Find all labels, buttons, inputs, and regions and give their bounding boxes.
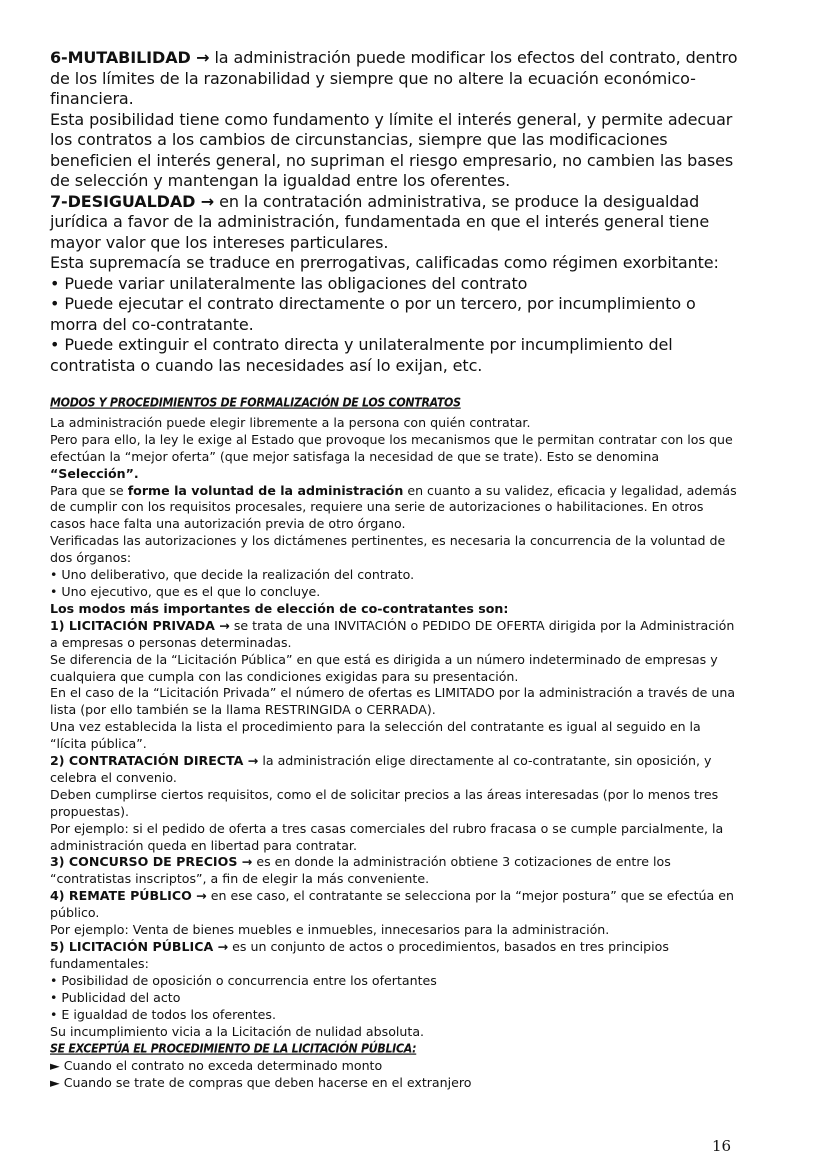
licitacion-publica-paragraph-2: Su incumplimiento vicia a la Licitación de nulidad absoluta. [50, 1023, 425, 1039]
contratacion-directa-text: la administración elige directamente al co-contratante, sin oposición, y celebra el convenio. [50, 753, 712, 785]
modos-paragraph-3-b: en cuanto a su validez, eficacia y legalidad, además de cumplir con los requisitos procesales, requiere una serie de autorizaciones o habilitaciones. En otros casos hace falta una autorización previa de otro órgano. [50, 482, 737, 532]
mutabilidad-text: la administración puede modificar los efectos del contrato, dentro de los límites de la razonabilidad y siempre que no altere la ecuación económico-financiera. [50, 48, 738, 108]
licitacion-privada-title: 1) LICITACIÓN PRIVADA → [50, 617, 230, 633]
remate-paragraph [50, 888, 740, 922]
licitacion-publica-text: es un conjunto de actos o procedimientos, basados en tres principios fundamentales: [50, 939, 669, 971]
document-page [50, 48, 740, 1092]
list-item: • Uno ejecutivo, que es el que lo concluye. [50, 583, 321, 599]
list-item: • E igualdad de todos los oferentes. [50, 1006, 276, 1022]
desigualdad-title: 7-DESIGUALDAD → [50, 191, 215, 211]
list-item: • Puede ejecutar el contrato directamente o por un tercero, por incumplimiento o morra del co-contratante. [50, 294, 696, 334]
small-text-section [50, 394, 740, 1092]
list-item: • Uno deliberativo, que decide la realización del contrato. [50, 567, 415, 583]
desigualdad-paragraph-2: Esta supremacía se traduce en prerrogativas, calificadas como régimen exorbitante: [50, 253, 719, 272]
large-text-section [50, 48, 740, 376]
licitacion-publica-title: 5) LICITACIÓN PÚBLICA → [50, 939, 229, 954]
section-heading-modos: MODOS Y PROCEDIMIENTOS DE FORMALIZACIÓN DE LOS CONTRATOS [50, 394, 461, 410]
modos-intro-text: Los modos más importantes de elección de co-contratantes son: [50, 600, 509, 616]
modos-paragraph-2 [50, 432, 740, 483]
contratacion-directa-paragraph [50, 753, 740, 787]
licitacion-privada-paragraph-4: Una vez establecida la lista el procedimiento para la selección del contratante es igual al seguido en la “lícita pública”. [50, 719, 701, 752]
section-heading-excepcion: SE EXCEPTÚA EL PROCEDIMIENTO DE LA LICITACIÓN PÚBLICA: [50, 1041, 417, 1057]
modos-paragraph-2-text: Pero para ello, la ley le exige al Estado que provoque los mecanismos que le permitan contratar con los que efectúan la “mejor oferta” (que mejor satisfaga la necesidad de que se trate). Esto se denomina [50, 431, 733, 464]
licitacion-privada-paragraph [50, 618, 740, 652]
concurso-text: es en donde la administración obtiene 3 cotizaciones de entre los “contratistas inscriptos”, a fin de elegir la más conveniente. [50, 854, 671, 887]
list-item: • Publicidad del acto [50, 989, 181, 1005]
modos-paragraph-3 [50, 483, 740, 534]
licitacion-publica-paragraph [50, 939, 740, 973]
list-item: • Puede extinguir el contrato directa y unilateralmente por incumplimiento del contratista o cuando las necesidades así lo exijan, etc. [50, 335, 673, 375]
list-item: • Posibilidad de oposición o concurrencia entre los ofertantes [50, 972, 437, 988]
modos-intro [50, 601, 740, 618]
mutabilidad-title: 6-MUTABILIDAD → [50, 48, 210, 67]
licitacion-privada-paragraph-2: Se diferencia de la “Licitación Pública” en que está es dirigida a un número indeterminado de empresas y cualquiera que cumpla con las condiciones exigidas para su presentación. [50, 651, 718, 684]
list-item: • Puede variar unilateralmente las obligaciones del contrato [50, 273, 528, 293]
mutabilidad-paragraph [50, 48, 740, 110]
licitacion-privada-text: se trata de una INVITACIÓN o PEDIDO DE OFERTA dirigida por la Administración a empresas o personas determinadas. [50, 617, 735, 650]
mutabilidad-paragraph-2: Esta posibilidad tiene como fundamento y límite el interés general, y permite adecuar los contratos a los cambios de circunstancias, siempre que las modificaciones beneficien el interés general, no supriman el riesgo empresario, no cambien las bases de selección y mantengan la igualdad entre los oferentes. [50, 109, 734, 190]
contratacion-directa-paragraph-3: Por ejemplo: si el pedido de oferta a tres casas comerciales del rubro fracasa o se cumple parcialmente, la administración queda en libertad para contratar. [50, 820, 724, 853]
seleccion-term: “Selección”. [50, 465, 139, 481]
list-item: ► Cuando se trate de compras que deben hacerse en el extranjero [50, 1075, 472, 1091]
list-item: ► Cuando el contrato no exceda determinado monto [50, 1058, 383, 1074]
modos-paragraph-1: La administración puede elegir libremente a la persona con quién contratar. [50, 414, 531, 430]
contratacion-directa-paragraph-2: Deben cumplirse ciertos requisitos, como el de solicitar precios a las áreas interesadas (por lo menos tres propuestas). [50, 786, 719, 819]
remate-paragraph-2: Por ejemplo: Venta de bienes muebles e inmuebles, innecesarios para la administración. [50, 922, 610, 938]
desigualdad-text: en la contratación administrativa, se produce la desigualdad jurídica a favor de la administración, fundamentada en que el interés general tiene mayor valor que los intereses particulares. [50, 191, 710, 252]
remate-title: 4) REMATE PÚBLICO → [50, 888, 207, 904]
page-number: 16 [712, 1137, 732, 1155]
modos-paragraph-4: Verificadas las autorizaciones y los dictámenes pertinentes, es necesaria la concurrencia de la voluntad de dos órganos: [50, 533, 726, 566]
remate-text: en ese caso, el contratante se selecciona por la “mejor postura” que se efectúa en público. [50, 888, 734, 921]
concurso-paragraph [50, 854, 740, 888]
desigualdad-paragraph [50, 192, 740, 254]
contratacion-directa-title: 2) CONTRATACIÓN DIRECTA → [50, 753, 259, 769]
licitacion-privada-paragraph-3: En el caso de la “Licitación Privada” el número de ofertas es LIMITADO por la administración a través de una lista (por ello también se la llama RESTRINGIDA o CERRADA). [50, 685, 736, 718]
modos-paragraph-3-a: Para que se [50, 482, 128, 498]
voluntad-term: forme la voluntad de la administración [127, 482, 404, 498]
concurso-title: 3) CONCURSO DE PRECIOS → [50, 854, 253, 870]
